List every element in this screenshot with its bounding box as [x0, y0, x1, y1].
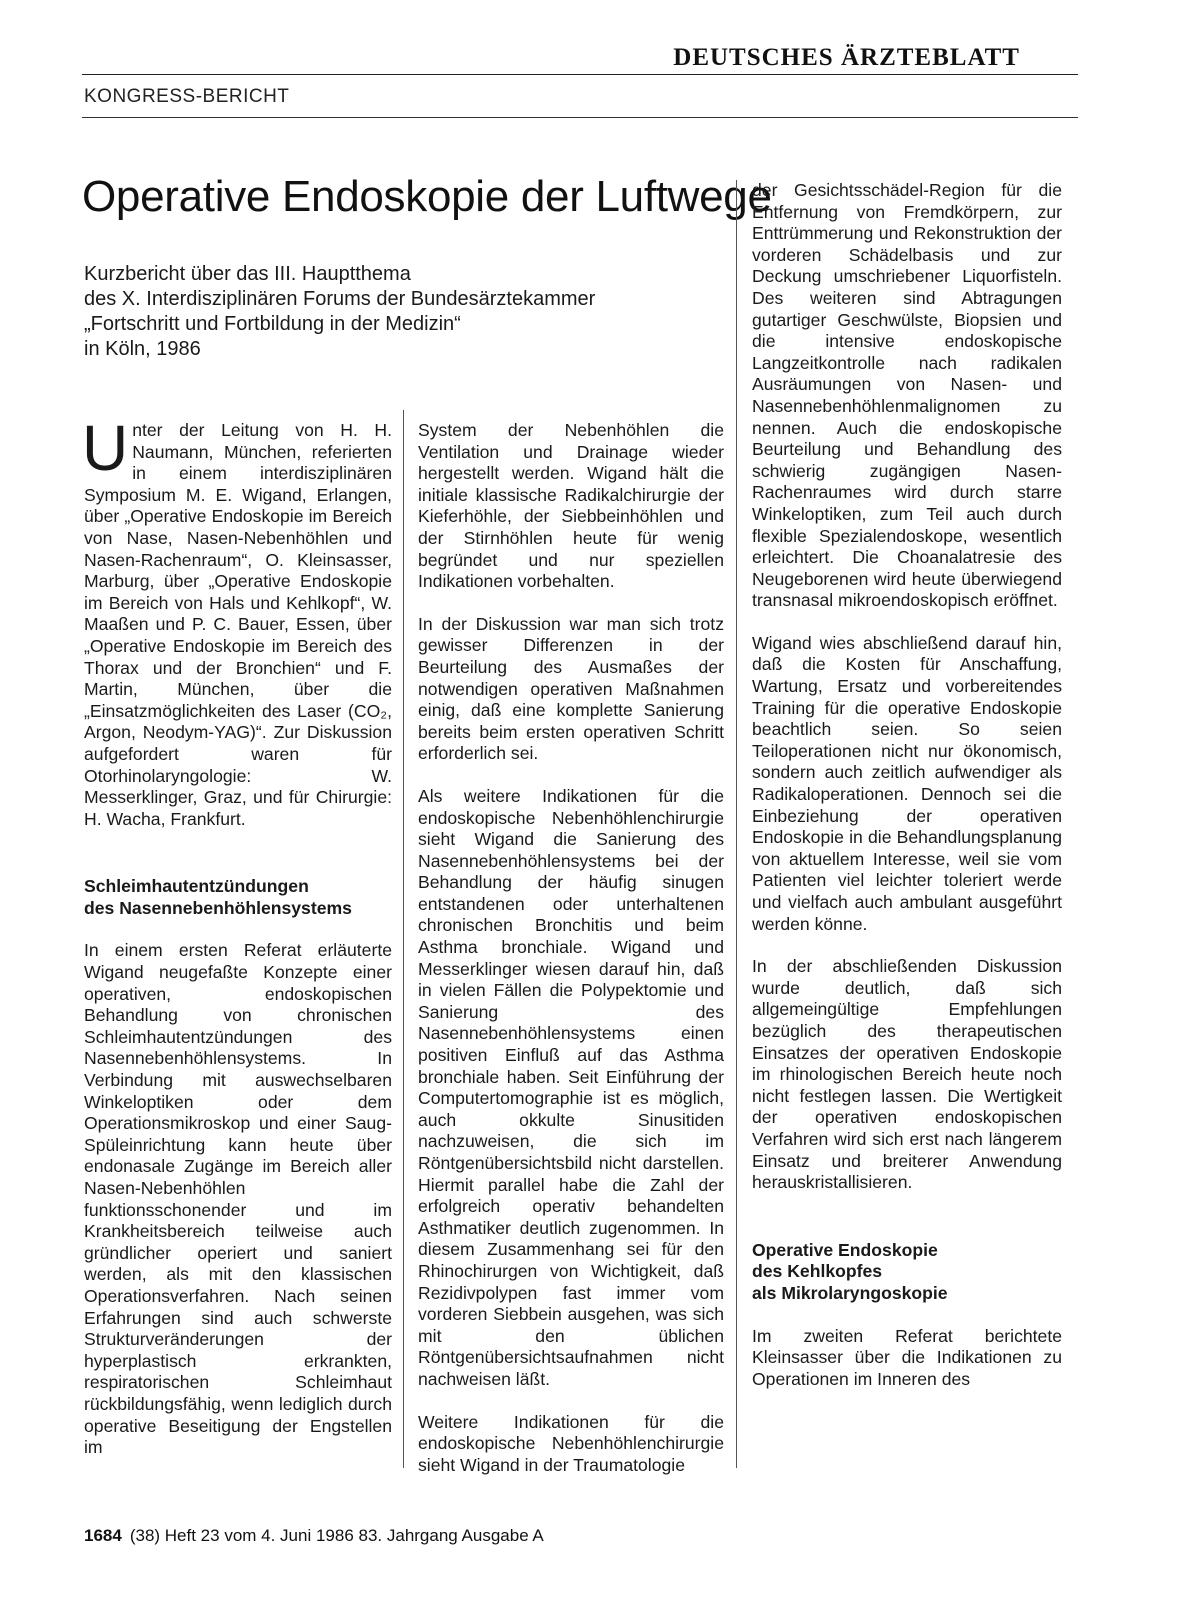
header-rule [82, 117, 1078, 118]
body-paragraph: In einem ersten Referat erläuterte Wigand neugefaßte Konzepte einer operativen, endoskopischen Behandlung von chronischen Schleimhautentzündungen des Nasennebenhöhlensystems. In Verbindung mit auswechselbaren Winkeloptiken oder dem Operationsmikroskop und einer Saug-Spüleinrichtung kann heute über endonasale Zugänge im Bereich aller Nasen-Nebenhöhlen funktionsschonender und im Krankheitsbereich teilweise auch gründlicher operiert und saniert werden, als mit den klassischen Operationsverfahren. Nach seinen Erfahrungen sind auch schwerste Strukturveränderungen der hyperplastisch erkrankten, respiratorischen Schleimhaut rückbildungsfähig, wenn lediglich durch operative Beseitigung der Engstellen im [84, 940, 392, 1458]
body-paragraph: Im zweiten Referat berichtete Kleinsasser über die Indikationen zu Operationen im Inneren des [752, 1325, 1062, 1389]
column-right [752, 180, 1062, 1390]
section-label: KONGRESS-BERICHT [84, 86, 290, 107]
column-divider [736, 180, 737, 1468]
body-paragraph: In der Diskussion war man sich trotz gewisser Differenzen in der Beurteilung des Ausmaßes der notwendigen operativen Maßnahmen einig, daß eine komplette Sanierung bereits beim ersten operativen Schritt erforderlich sei. [418, 613, 724, 764]
body-paragraph: Weitere Indikationen für die endoskopische Nebenhöhlenchirurgie sieht Wigand in der Traumatologie [418, 1411, 724, 1475]
column-middle [418, 420, 724, 1476]
journal-title: DEUTSCHES ÄRZTEBLATT [673, 44, 1020, 71]
page-number: 1684 [84, 1526, 122, 1545]
body-paragraph: der Gesichtsschädel-Region für die Entfernung von Fremdkörpern, zur Enttrümmerung und Rekonstruktion der vorderen Schädelbasis und zur Deckung umschriebener Liquorfisteln. Des weiteren sind Abtragungen gutartiger Geschwülste, Biopsien und die intensive endoskopische Langzeitkontrolle nach radikalen Ausräumungen von Nasen- und Nasennebenhöhlenmalignomen zu nennen. Auch die endoskopische Beurteilung und Behandlung des schwierig zugängigen Nasen-Rachenraumes wird durch starre Winkeloptiken, zum Teil auch durch flexible Spezialendoskope, wesentlich erleichtert. Die Choanalatresie des Neugeborenen wird heute überwiegend transnasal mikroendoskopisch eröffnet. [752, 180, 1062, 611]
body-paragraph: Wigand wies abschließend darauf hin, daß die Kosten für Anschaffung, Wartung, Ersatz und vorbereitendes Training für die operative Endoskopie beachtlich seien. So seien Teiloperationen nicht nur ökonomisch, sondern auch zeitlich aufwendiger als Radikaloperationen. Dennoch sei die Einbeziehung der operativen Endoskopie in die Behandlungsplanung von aktuellem Interesse, weil sie vom Patienten viel leichter toleriert werde und vielfach auch ambulant ausgeführt werden könne. [752, 632, 1062, 934]
subtitle-line: des X. Interdisziplinären Forums der Bundesärztekammer [84, 288, 596, 310]
body-paragraph: System der Nebenhöhlen die Ventilation und Drainage wieder hergestellt werden. Wigand hält die initiale klassische Radikalchirurgie der Kieferhöhle, der Siebbeinhöhlen und der Stirnhöhlen heute für wenig begründet und nur speziellen Indikationen vorbehalten. [418, 420, 724, 592]
subtitle-line: Kurzbericht über das III. Hauptthema [84, 263, 411, 285]
body-paragraph: Als weitere Indikationen für die endoskopische Nebenhöhlenchirurgie sieht Wigand die Sanierung des Nasennebenhöhlensystems bei der Behandlung der häufig sinugen entstandenen oder unterhaltenen chronischen Bronchitis und beim Asthma bronchiale. Wigand und Messerklinger wiesen darauf hin, daß in vielen Fällen die Polypektomie und Sanierung des Nasennebenhöhlensystems einen positiven Einfluß auf das Asthma bronchiale haben. Seit Einführung der Computertomographie ist es möglich, auch okkulte Sinusitiden nachzuweisen, die sich im Röntgenübersichtsbild nicht darstellen. Hiermit parallel habe die Zahl der erfolgreich operativ behandelten Asthmatiker deutlich zugenommen. In diesem Zusammenhang sei für den Rhinochirurgen von Wichtigkeit, daß Rezidivpolypen fast immer vom vorderen Siebbein ausgehen, was sich mit den üblichen Röntgenübersichtsaufnahmen nicht nachweisen läßt. [418, 785, 724, 1389]
column-divider [403, 410, 404, 1468]
issue-info: (38) Heft 23 vom 4. Juni 1986 83. Jahrgang Ausgabe A [129, 1526, 544, 1545]
subtitle-line: in Köln, 1986 [84, 338, 201, 360]
article-subtitle [84, 262, 734, 362]
subtitle-line: „Fortschritt und Fortbildung in der Medizin“ [84, 313, 461, 335]
column-left [82, 412, 392, 1459]
body-paragraph: In der abschließenden Diskussion wurde deutlich, daß sich allgemeingültige Empfehlungen bezüglich des therapeutischen Einsatzes der operativen Endoskopie im rhinologischen Bereich heute noch nicht festlegen lassen. Die Wertigkeit der operativen endoskopischen Verfahren wird sich erst nach längerem Einsatz und breiterer Anwendung herauskristallisieren. [752, 956, 1062, 1193]
drop-cap: U [82, 412, 129, 484]
intro-paragraph [82, 412, 392, 830]
intro-text: nter der Leitung von H. H. Naumann, München, referierten in einem interdisziplinären Symposium M. E. Wigand, Erlangen, über „Operative Endoskopie im Bereich von Nase, Nasen-Nebenhöhlen und Nasen-Rachenraum“, O. Kleinsasser, Marburg, über „Operative Endoskopie im Bereich von Hals und Kehlkopf“, W. Maaßen und P. C. Bauer, Essen, über „Operative Endoskopie im Bereich des Thorax und der Bronchien“ und F. Martin, München, über die „Einsatzmöglichkeiten des Laser (CO₂, Argon, Neodym-YAG)“. Zur Diskussion aufgefordert waren für Otorhinolaryngologie: W. Messerklinger, Graz, und für Chirurgie: H. Wacha, Frankfurt. [84, 420, 392, 829]
article-title: Operative Endoskopie der Luftwege [82, 172, 772, 221]
section-heading-1: Schleimhautentzündungen des Nasennebenhöhlensystems [84, 876, 352, 918]
page-footer [84, 1526, 544, 1546]
masthead [82, 44, 1078, 75]
section-heading-2: Operative Endoskopie des Kehlkopfes als Mikrolaryngoskopie [752, 1239, 948, 1303]
